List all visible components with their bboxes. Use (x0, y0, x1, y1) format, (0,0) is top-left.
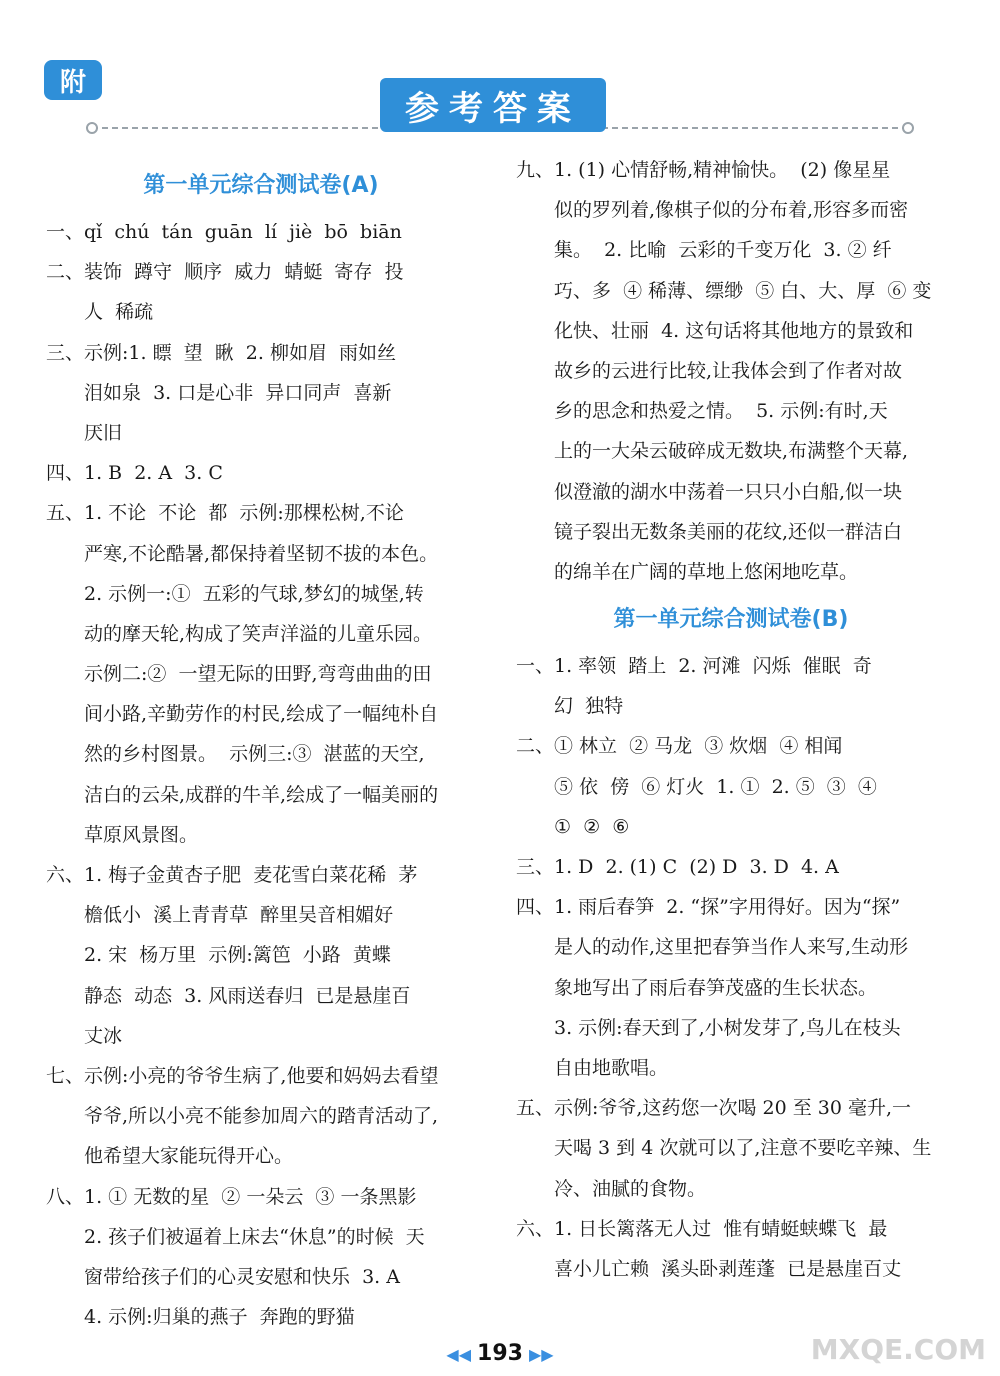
page-number: 193 (477, 1341, 523, 1366)
answer-line: 自由地歌唱。 (554, 1056, 669, 1079)
answer-line: 泪如泉 3. 口是心非 异口同声 喜新 (84, 381, 392, 404)
answer-line: 人 稀疏 (84, 301, 154, 324)
answer-line: ⑤ 依 傍 ⑥ 灯火 1. ① 2. ⑤ ③ ④ (554, 775, 877, 798)
answer-line: 2. 示例一:① 五彩的气球,梦幻的城堡,转 (84, 582, 424, 605)
divider-dot-right (902, 122, 914, 134)
answer-line: 喜小儿亡赖 溪头卧剥莲蓬 已是悬崖百丈 (554, 1257, 902, 1280)
answer-line: 三、示例:1. 瞟 望 瞅 2. 柳如眉 雨如丝 (46, 341, 397, 364)
answer-line: 三、1. D 2. (1) C (2) D 3. D 4. A (516, 856, 839, 878)
answer-line: 窗带给孩子们的心灵安慰和快乐 3. A (84, 1265, 400, 1288)
answer-line: 八、1. ① 无数的星 ② 一朵云 ③ 一条黑影 (46, 1185, 417, 1208)
watermark: MXQE.COM (810, 1333, 986, 1366)
answer-line: 3. 示例:春天到了,小树发芽了,鸟儿在枝头 (554, 1016, 901, 1039)
section-title-b: 第一单元综合测试卷(B) (613, 607, 849, 633)
answer-line: 六、1. 梅子金黄杏子肥 麦花雪白菜花稀 茅 (46, 864, 418, 886)
answer-line: 草原风景图。 (84, 823, 199, 846)
answer-line: 4. 示例:归巢的燕子 奔跑的野猫 (84, 1306, 355, 1329)
answer-line: 2. 孩子们被逼着上床去“休息”的时候 天 (84, 1225, 425, 1248)
answer-line: 上的一大朵云破碎成无数块,布满整个天幕, (554, 440, 909, 463)
answer-line: 冷、油腻的食物。 (554, 1177, 707, 1200)
answer-line: 二、装饰 蹲守 顺序 威力 蜻蜓 寄存 投 (46, 261, 404, 284)
answer-line: 的绵羊在广阔的草地上悠闲地吃草。 (554, 560, 859, 583)
prev-arrows-icon: ◀◀ (446, 1345, 472, 1364)
answer-line: 爷爷,所以小亮不能参加周六的踏青活动了, (84, 1105, 439, 1128)
answer-line: 严寒,不论酷暑,都保持着坚韧不拔的本色。 (84, 542, 439, 565)
section-title-a: 第一单元综合测试卷(A) (143, 173, 379, 198)
answer-line: 一、qǐ chú tán guān lí jiè bō biān (46, 221, 402, 243)
right-column (516, 150, 946, 1289)
left-column (46, 166, 476, 1337)
answer-line: 静态 动态 3. 风雨送春归 已是悬崖百 (84, 984, 411, 1007)
answer-line: 幻 独特 (554, 695, 624, 718)
answer-line: 示例二:② 一望无际的田野,弯弯曲曲的田 (84, 663, 432, 686)
answer-line: 一、1. 率领 踏上 2. 河滩 闪烁 催眠 奇 (516, 655, 872, 678)
answer-line: 化快、壮丽 4. 这句话将其他地方的景致和 (554, 319, 914, 342)
answer-line: 然的乡村图景。 示例三:③ 湛蓝的天空, (84, 743, 425, 766)
answer-line: 巧、多 ④ 稀薄、缥缈 ⑤ 白、大、厚 ⑥ 变 (554, 279, 932, 302)
answer-line: 象地写出了雨后春笋茂盛的生长状态。 (554, 976, 878, 999)
answer-line: 似的罗列着,像棋子似的分布着,形容多而密 (554, 199, 909, 222)
answer-line: 五、示例:爷爷,这药您一次喝 20 至 30 毫升,一 (516, 1097, 911, 1120)
appendix-tab: 附 (44, 60, 102, 100)
answer-line: 似澄澈的湖水中荡着一只只小白船,似一块 (554, 480, 903, 503)
answer-line: 六、1. 日长篱落无人过 惟有蜻蜓蛱蝶飞 最 (516, 1217, 888, 1240)
answer-line: 二、① 林立 ② 马龙 ③ 炊烟 ④ 相闻 (516, 735, 843, 758)
answer-line: 四、1. B 2. A 3. C (46, 462, 223, 485)
answer-line: 四、1. 雨后春笋 2. “探”字用得好。因为“探” (516, 896, 901, 919)
answer-line: 是人的动作,这里把春笋当作人来写,生动形 (554, 936, 909, 959)
answer-line: 九、1. (1) 心情舒畅,精神愉快。 (2) 像星星 (516, 159, 891, 181)
answer-line: 七、示例:小亮的爷爷生病了,他要和妈妈去看望 (46, 1064, 439, 1087)
answer-line: 丈冰 (84, 1024, 123, 1047)
answer-line: 五、1. 不论 不论 都 示例:那棵松树,不论 (46, 502, 404, 525)
answer-line: 集。 2. 比喻 云彩的千变万化 3. ② 纤 (554, 239, 892, 262)
answer-line: 间小路,辛勤劳作的村民,绘成了一幅纯朴自 (84, 703, 439, 726)
divider-dot-left (86, 122, 98, 134)
answer-line: ① ② ⑥ (554, 815, 630, 838)
answer-line: 动的摩天轮,构成了笑声洋溢的儿童乐园。 (84, 622, 433, 645)
next-arrows-icon: ▶▶ (528, 1345, 554, 1364)
answer-line: 故乡的云进行比较,让我体会到了作者对故 (554, 359, 903, 382)
page-title: 参考答案 (380, 78, 606, 132)
answer-line: 他希望大家能玩得开心。 (84, 1145, 294, 1168)
answer-line: 洁白的云朵,成群的牛羊,绘成了一幅美丽的 (84, 783, 439, 806)
answer-line: 乡的思念和热爱之情。 5. 示例:有时,天 (554, 400, 888, 423)
answer-line: 厌旧 (84, 421, 123, 444)
answer-line: 镜子裂出无数条美丽的花纹,还似一群洁白 (554, 520, 903, 543)
answer-line: 天喝 3 到 4 次就可以了,注意不要吃辛辣、生 (554, 1137, 932, 1160)
answer-line: 2. 宋 杨万里 示例:篱笆 小路 黄蝶 (84, 944, 391, 967)
answer-line: 檐低小 溪上青青草 醉里吴音相媚好 (84, 904, 394, 927)
